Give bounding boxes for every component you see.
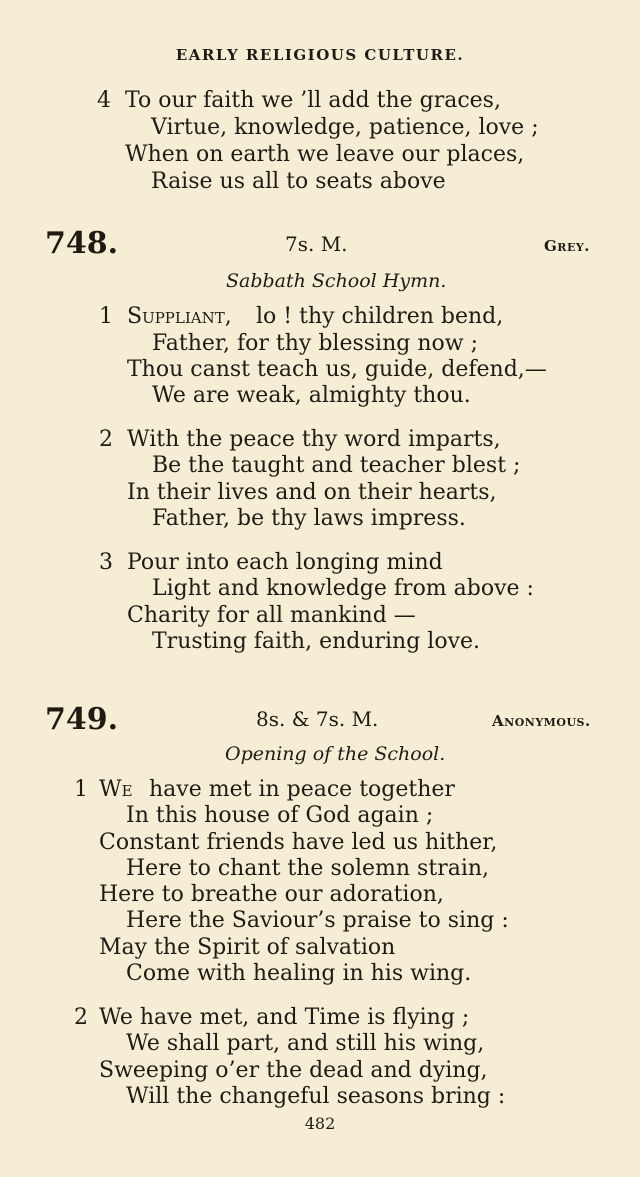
hymn-title: Opening of the School.	[225, 743, 446, 765]
verse-line: Sweeping o’er the dead and dying,	[99, 1058, 488, 1083]
verse-line: In their lives and on their hearts,	[127, 480, 497, 505]
verse-line: When on earth we leave our places,	[125, 142, 525, 167]
stanza-number: 4	[97, 88, 111, 113]
verse-line: We shall part, and still his wing,	[126, 1031, 485, 1056]
verse-line: Light and knowledge from above :	[152, 576, 534, 601]
hymn-author: Anonymous.	[492, 712, 591, 730]
hymn-title: Sabbath School Hymn.	[226, 270, 447, 292]
verse-line: To our faith we ’ll add the graces,	[125, 88, 501, 113]
hymn-meter: 7s. M.	[285, 232, 348, 256]
verse-line: We are weak, almighty thou.	[152, 383, 471, 408]
verse-line: Here the Saviour’s praise to sing :	[126, 908, 509, 933]
stanza-number: 2	[74, 1005, 88, 1030]
verse-line: Here to chant the solemn strain,	[126, 856, 490, 881]
verse-line: Trusting faith, enduring love.	[152, 629, 481, 654]
verse-line: In this house of God again ;	[126, 803, 434, 828]
verse-line: have met in peace together	[149, 777, 455, 802]
hymn-author: Grey.	[544, 237, 590, 255]
verse-line: Raise us all to seats above	[151, 169, 446, 194]
verse-line: Thou canst teach us, guide, defend,—	[127, 357, 547, 382]
verse-line: We have met, and Time is flying ;	[99, 1005, 470, 1030]
verse-line: Be the taught and teacher blest ;	[152, 453, 521, 478]
verse-line: lo ! thy children bend,	[256, 304, 504, 329]
running-head: EARLY RELIGIOUS CULTURE.	[175, 46, 465, 64]
hymn-number: 749.	[45, 702, 119, 737]
verse-line: Charity for all mankind —	[127, 603, 416, 628]
verse-line: Father, be thy laws impress.	[152, 506, 466, 531]
verse-line: Constant friends have led us hither,	[99, 830, 498, 855]
stanza-number: 1	[99, 304, 113, 329]
verse-line: Come with healing in his wing.	[126, 961, 472, 986]
verse-line: Father, for thy blessing now ;	[152, 331, 478, 356]
stanza-number: 3	[99, 550, 113, 575]
verse-line: With the peace thy word imparts,	[127, 427, 501, 452]
stanza-first-word: Suppliant,	[127, 304, 232, 329]
page-number: 482	[304, 1114, 336, 1133]
verse-line: Virtue, knowledge, patience, love ;	[151, 115, 539, 140]
hymn-number: 748.	[45, 226, 119, 261]
stanza-number: 1	[74, 777, 88, 802]
verse-line: May the Spirit of salvation	[99, 935, 396, 960]
verse-line: Here to breathe our adoration,	[99, 882, 444, 907]
verse-line: Pour into each longing mind	[127, 550, 443, 575]
verse-line: Will the changeful seasons bring :	[126, 1084, 506, 1109]
hymn-meter: 8s. & 7s. M.	[256, 707, 379, 731]
stanza-number: 2	[99, 427, 113, 452]
stanza-first-word: We	[99, 777, 133, 802]
